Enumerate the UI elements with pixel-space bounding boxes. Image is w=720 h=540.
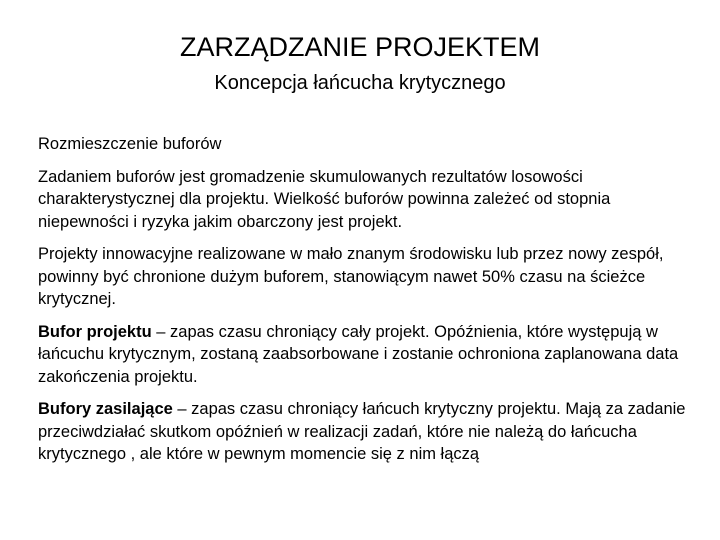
term-feeding-buffers: Bufory zasilające	[38, 400, 173, 418]
paragraph-feeding-buffers	[38, 398, 700, 466]
paragraph-text: Zadaniem buforów jest gromadzenie skumulowanych rezultatów losowości charakterystycznej dla projektu. Wielkość buforów powinna zależeć od stopnia niepewności i ryzyka jakim obarczony jest projekt.	[38, 167, 611, 231]
term-project-buffer: Bufor projektu	[38, 322, 152, 341]
paragraph-innovative-projects	[38, 243, 700, 311]
slide-title: ZARZĄDZANIE PROJEKTEM	[179, 32, 541, 62]
paragraph-text: – zapas czasu chroniący cały projekt. Opóźnienia, które występują w łańcuchu krytycznym, zostaną zaabsorbowane i zostanie ochroniona zaplanowana data zakończenia projektu.	[38, 322, 679, 386]
paragraph-buffers-purpose	[38, 166, 700, 234]
paragraph-project-buffer	[38, 321, 700, 389]
slide-content	[38, 133, 700, 476]
section-heading: Rozmieszczenie buforów	[38, 135, 222, 153]
slide-subtitle: Koncepcja łańcucha krytycznego	[214, 72, 506, 94]
paragraph-text: – zapas czasu chroniący łańcuch krytyczny projektu. Mają za zadanie przeciwdziałać skutkom opóźnień w realizacji zadań, które nie należą do łańcucha krytycznego , ale które w pewnym momencie się z nim łączą	[38, 400, 686, 463]
paragraph-text: Projekty innowacyjne realizowane w mało znanym środowisku lub przez nowy zespół, powinny być chronione dużym buforem, stanowiącym nawet 50% czasu na ścieżce krytycznej.	[38, 245, 664, 308]
